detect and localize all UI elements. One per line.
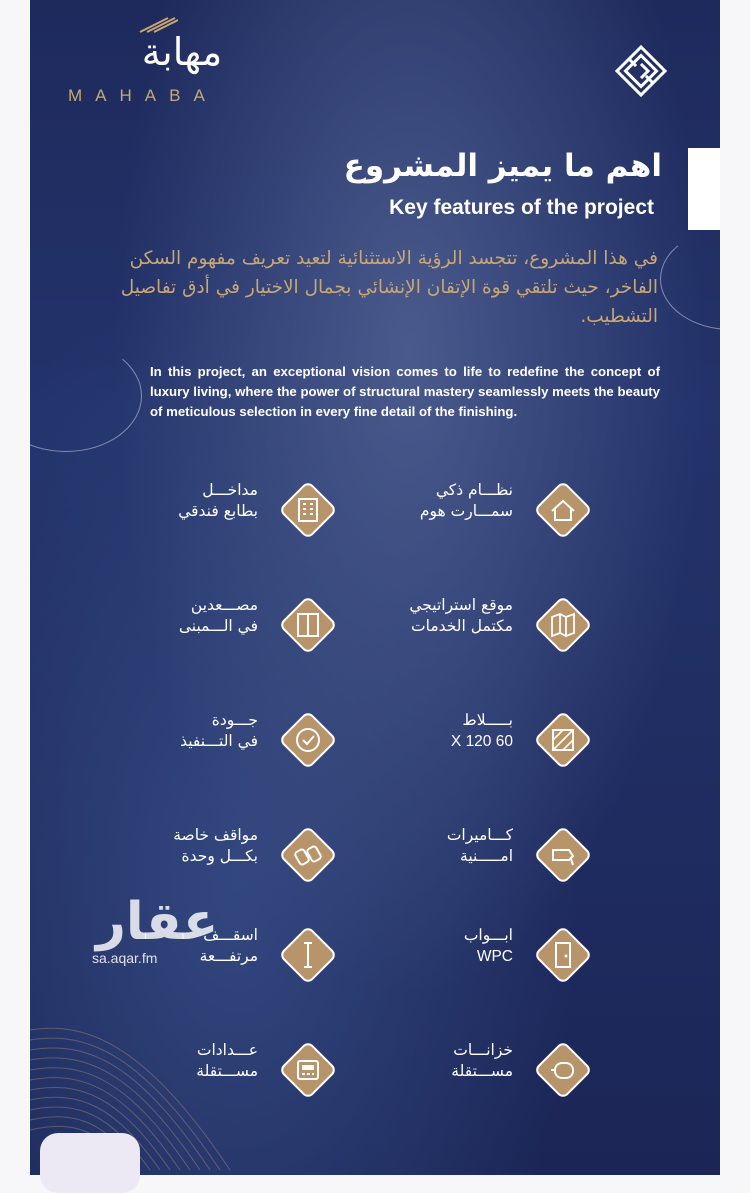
door-icon	[531, 923, 595, 987]
intro-en: In this project, an exceptional vision comes to life to redefine the concept of luxury living, where the power of structural mastery seamlessly meets the beauty of meticulous selection in every fine detail of the finishing.	[150, 364, 660, 419]
security-camera-icon	[531, 823, 595, 887]
feature-item	[335, 815, 595, 895]
feature-label: موقع استراتيجي مكتمل الخدمات	[409, 596, 513, 635]
watermark-logo: عقار	[96, 892, 219, 952]
feature-item	[335, 470, 595, 550]
feature-label: مصـــعدين في الـــمبنى	[178, 596, 258, 635]
ceiling-height-icon	[276, 923, 340, 987]
title-ar: اهم ما يميز المشروع	[343, 148, 662, 184]
feature-label: اسقـــف مرتفـــعة	[199, 926, 258, 965]
feature-item	[80, 470, 340, 550]
smart-home-icon	[531, 478, 595, 542]
feature-label: بـــــلاط 60 X 120	[450, 712, 513, 750]
tiles-icon	[531, 708, 595, 772]
meter-icon	[276, 1038, 340, 1102]
decorative-arc	[660, 228, 720, 330]
feature-item	[80, 700, 340, 780]
decorative-arc	[30, 340, 142, 452]
project-poster	[30, 0, 720, 1175]
white-tab	[688, 148, 720, 230]
feature-item	[335, 915, 595, 995]
feature-item	[335, 1030, 595, 1110]
map-location-icon	[531, 593, 595, 657]
water-tank-icon	[531, 1038, 595, 1102]
feature-label: جـــودة في التـــنفيذ	[180, 711, 258, 750]
feature-label: ابـــواب WPC	[463, 927, 513, 965]
quality-badge-icon	[276, 708, 340, 772]
feature-item	[80, 585, 340, 665]
building-icon	[276, 478, 340, 542]
elevator-icon	[276, 593, 340, 657]
feature-item	[335, 700, 595, 780]
feature-label: نظـــام ذكي سمـــارت هوم	[419, 481, 513, 520]
feature-label: مواقف خاصة بكـــل وحدة	[173, 826, 258, 865]
developer-logo-icon	[610, 40, 672, 102]
feature-item	[335, 585, 595, 665]
feature-item	[80, 815, 340, 895]
feature-label: خزانـــات مســـتقلة	[451, 1041, 513, 1080]
feature-label: مداخـــل بطابع فندقي	[178, 481, 258, 520]
watermark-url: sa.aqar.fm	[92, 950, 158, 966]
feature-label: كـــاميرات امـــــنية	[446, 826, 513, 865]
intro-ar: في هذا المشروع، تتجسد الرؤية الاستثنائية لتعيد تعريف مفهوم السكن الفاخر، حيث تلتقي قوة الإتقان الإنشائي بجمال الاختيار في أدق تفاصيل التشطيب.	[120, 248, 658, 327]
bottom-card[interactable]	[40, 1133, 140, 1193]
parking-icon	[276, 823, 340, 887]
feature-label: عـــدادات مســـتقلة	[196, 1041, 258, 1080]
title-en: Key features of the project	[389, 196, 654, 219]
brand-name-en: MAHABA	[68, 86, 218, 105]
brand-name-ar: مهابة	[141, 30, 223, 74]
